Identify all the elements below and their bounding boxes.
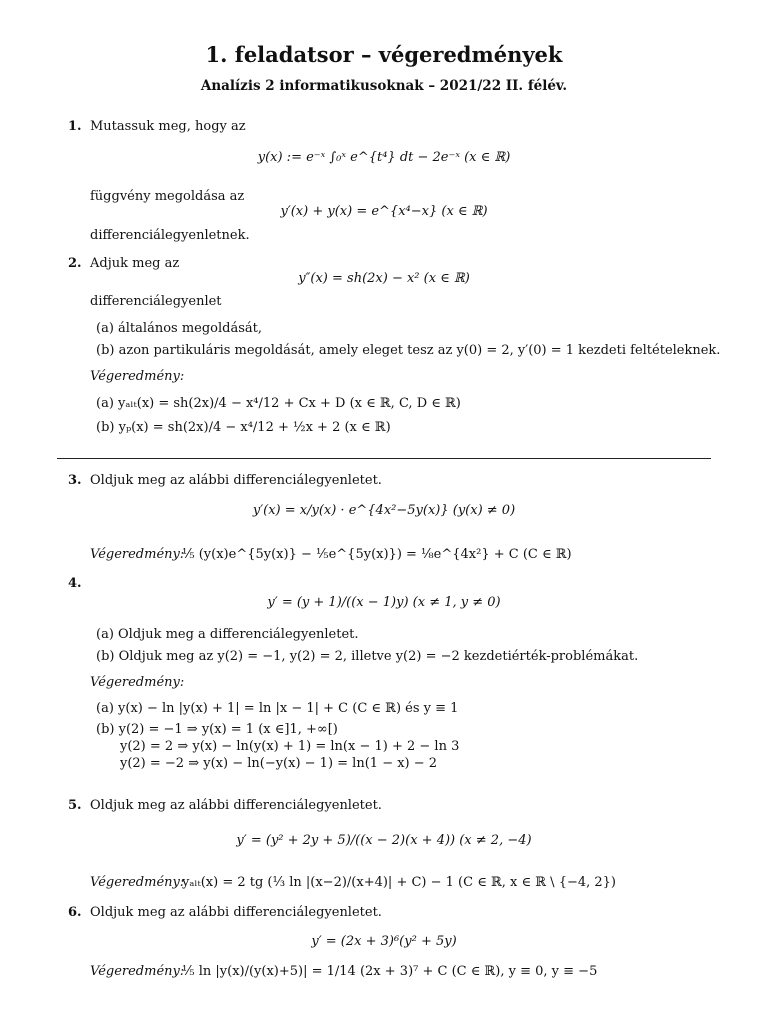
problem-4-part-a: (a) Oldjuk meg a differenciálegyenletet. (96, 627, 359, 642)
problem-2-part-a: (a) általános megoldását, (96, 321, 262, 336)
problem-2-mid: differenciálegyenlet (90, 294, 222, 309)
problem-1-equation-2: y′(x) + y(x) = e^{x⁴−x} (x ∈ ℝ) (280, 204, 488, 219)
problem-6-result-label: Végeredmény: (90, 964, 185, 979)
problem-1-intro: Mutassuk meg, hogy az (90, 119, 246, 134)
problem-4-result-b3: y(2) = −2 ⇒ y(x) − ln(−y(x) − 1) = ln(1 − x) − 2 (120, 756, 438, 771)
page-subtitle: Analízis 2 informatikusoknak – 2021/22 II. félév. (200, 78, 568, 94)
problem-6-result: ⅕ ln |y(x)/(y(x)+5)| = 1/14 (2x + 3)⁷ + C (C ∈ ℝ), y ≡ 0, y ≡ −5 (182, 964, 598, 979)
problem-6-number: 6. (68, 905, 82, 920)
problem-6-intro: Oldjuk meg az alábbi differenciálegyenletet. (90, 905, 382, 920)
problem-1-end: differenciálegyenletnek. (90, 228, 250, 243)
problem-4-part-b: (b) Oldjuk meg az y(2) = −1, y(2) = 2, illetve y(2) = −2 kezdetiérték-problémákat. (96, 649, 639, 664)
problem-1-number: 1. (68, 119, 82, 134)
problem-2-number: 2. (68, 256, 82, 271)
problem-5-result: yₐₗₜ(x) = 2 tg (⅓ ln |(x−2)/(x+4)| + C) − 1 (C ∈ ℝ, x ∈ ℝ \ {−4, 2}) (182, 875, 617, 890)
section-divider (57, 458, 711, 459)
problem-6-equation: y′ = (2x + 3)⁶(y² + 5y) (311, 934, 457, 949)
problem-2-equation: y″(x) = sh(2x) − x² (x ∈ ℝ) (298, 271, 470, 286)
problem-2-intro: Adjuk meg az (90, 256, 180, 271)
problem-4-result-b2: y(2) = 2 ⇒ y(x) − ln(y(x) + 1) = ln(x − 1) + 2 − ln 3 (120, 739, 460, 754)
problem-1-mid: függvény megoldása az (90, 189, 245, 204)
problem-4-result-a: (a) y(x) − ln |y(x) + 1| = ln |x − 1| + C (C ∈ ℝ) és y ≡ 1 (96, 701, 459, 716)
problem-2-result-a: (a) yₐₗₜ(x) = sh(2x)/4 − x⁴/12 + Cx + D (x ∈ ℝ, C, D ∈ ℝ) (96, 396, 461, 411)
problem-2-part-b: (b) azon partikuláris megoldását, amely eleget tesz az y(0) = 2, y′(0) = 1 kezdeti feltételeknek. (96, 343, 721, 358)
problem-3-result: ⅕ (y(x)e^{5y(x)} − ⅕e^{5y(x)}) = ⅛e^{4x²} + C (C ∈ ℝ) (182, 547, 572, 562)
problem-2-result-b: (b) yₚ(x) = sh(2x)/4 − x⁴/12 + ½x + 2 (x ∈ ℝ) (96, 420, 391, 435)
problem-3-number: 3. (68, 473, 82, 488)
page-title: 1. feladatsor – végeredmények (205, 42, 563, 67)
problem-5-equation: y′ = (y² + 2y + 5)/((x − 2)(x + 4)) (x ≠ 2, −4) (236, 833, 532, 848)
problem-5-intro: Oldjuk meg az alábbi differenciálegyenletet. (90, 798, 382, 813)
problem-3-result-label: Végeredmény: (90, 547, 185, 562)
problem-5-result-label: Végeredmény: (90, 875, 185, 890)
problem-1-equation-1: y(x) := e⁻ˣ ∫₀ˣ e^{t⁴} dt − 2e⁻ˣ (x ∈ ℝ) (257, 150, 511, 165)
problem-4-result-b1: (b) y(2) = −1 ⇒ y(x) = 1 (x ∈]1, +∞[) (96, 722, 338, 737)
problem-4-result-label: Végeredmény: (90, 675, 185, 690)
problem-4-equation: y′ = (y + 1)/((x − 1)y) (x ≠ 1, y ≠ 0) (267, 595, 501, 610)
problem-4-number: 4. (68, 576, 82, 591)
problem-2-result-label: Végeredmény: (90, 369, 185, 384)
problem-3-intro: Oldjuk meg az alábbi differenciálegyenletet. (90, 473, 382, 488)
problem-5-number: 5. (68, 798, 82, 813)
problem-3-equation: y′(x) = x/y(x) · e^{4x²−5y(x)} (y(x) ≠ 0) (252, 503, 516, 518)
